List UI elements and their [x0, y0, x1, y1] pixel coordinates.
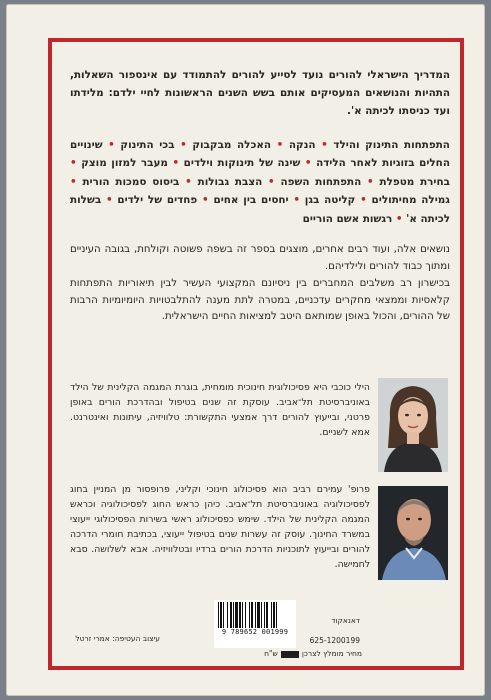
paragraph-2: נושאים אלה, ועוד רבים אחרים, מוצגים בספר זה בשפה פשוטה וקולחת, בגובה העיניים ומתוך כבוד להורים ולילדיהם.: [70, 244, 450, 272]
barcode-bar: [273, 602, 275, 628]
topic-separator: •: [392, 212, 407, 225]
topic-item: שינה של תינוקות וילדים: [183, 157, 301, 170]
topic-item: שינויים החלים בזוגיות לאחר הלידה: [70, 139, 450, 170]
topic-item: מעבר למזון מוצק: [81, 157, 168, 170]
topic-separator: •: [179, 175, 198, 188]
topic-item: הנקה: [288, 139, 316, 151]
barcode-bar: [276, 602, 277, 628]
topic-item: ביסוס סמכות הורית: [82, 175, 180, 188]
barcode-bar: [271, 602, 272, 628]
topic-separator: •: [300, 157, 317, 170]
cover-designer-credit: עיצוב העטיפה: אמרי זרטל: [75, 634, 160, 643]
barcode-bar: [233, 602, 234, 628]
barcode-bar: [266, 602, 268, 628]
topic-separator: •: [288, 194, 305, 207]
barcode-digits: 9 789652 001999: [221, 628, 289, 636]
topic-item: קליטה בגן: [304, 194, 356, 207]
barcode-bar: [245, 602, 246, 628]
intro-paragraph: המדריך הישראלי להורים נועד לסייע להורים להתמודד עם אינספור השאלות, התהיות והנושאים המעסיקים אותם בשש השנים הראשונות לחיי ילדם: מלידתו ועד כניסתו לכיתה א'.: [70, 69, 450, 117]
barcode-bar: [227, 602, 228, 628]
topic-separator: •: [315, 139, 334, 151]
topic-item: גמילה מחיתולים: [371, 194, 450, 207]
topic-item: יחסים בין אחים: [213, 194, 289, 207]
topic-item: בכי התינוק: [120, 139, 175, 151]
topics-list: [70, 136, 450, 228]
barcode-bar: [235, 602, 238, 628]
price-label: מחיר מומלץ לצרכן: [301, 649, 362, 658]
topic-separator: •: [262, 175, 281, 188]
barcode-bar: [218, 602, 219, 628]
barcode-bar: [264, 602, 265, 628]
barcode-bar: [255, 602, 256, 628]
topic-separator: •: [70, 157, 82, 170]
author-bio-hili: הילי כוכבי היא פסיכולוגית חינוכית מומחית, בוגרת המגמה הקלינית של הילד באוניברסיטת תל־אביב. עוסקת זה שנים בטיפול ובהדרכת הורים באופן פרטני, ובייעוץ להורים דרך אמצעי התקשורת: טלוויזיה, עיתונות ואינטרנט. אמא לשניים.: [70, 382, 370, 438]
topic-separator: •: [174, 139, 193, 151]
barcode-bar: [251, 602, 253, 628]
barcode-bar: [261, 602, 262, 628]
barcode-bar: [239, 602, 241, 628]
topic-separator: •: [355, 194, 372, 207]
barcode-bar: [242, 602, 243, 628]
barcode-bar: [220, 602, 222, 628]
topic-item: הצבת גבולות: [197, 175, 263, 188]
catalog-number: 625-1200199: [309, 636, 360, 645]
topic-separator: •: [271, 139, 289, 151]
publisher-code: דאנאקוד: [331, 616, 360, 625]
topic-separator: •: [197, 194, 214, 207]
topic-separator: •: [70, 175, 83, 188]
barcode-bar: [249, 602, 250, 628]
topic-item: התפתחות השפה: [280, 175, 362, 188]
price-redacted-box: [281, 651, 299, 658]
author-photo-amiram: [378, 486, 448, 580]
topic-separator: •: [167, 157, 184, 170]
author-bio-amiram: פרופ' עמירם רביב הוא פסיכולוג חינוכי וקליני, פרופסור מן המניין בחוג לפסיכולוגיה באוניברסיטת תל־אביב. כיהן כראש החוג לפסיכולוגיה וכראש המגמה הקלינית של הילד. שימש כפסיכולוג ראשי בשירות הפסיכולוגי ייעוצי במשרד החינוך. עוסק זה עשרות שנים בטיפול ייעוצי, בכתיבת חומרי הדרכה להורים ובייעוץ לתוכניות הדרכת הורים ברדיו ובטלוויזיה. אבא לשלושה. סבא לחמישה.: [70, 484, 370, 570]
price-currency: ש"ח: [264, 649, 278, 658]
topic-item: בחירת מטפלת: [379, 175, 450, 188]
paragraph-3: בכישרון רב משלבים המחברים בין ניסיונם המקצועי העשיר לבין תיאוריות התפתחות קלאסיות וממצאי מחקרים עדכניים, במטרה לתת מענה להתלבטויות היומיומיות הרבות של ההורים, והכול באופן שמותאם היטב למציאות החיים הישראלית.: [70, 278, 450, 322]
barcode-bar: [230, 602, 232, 628]
topic-item: רגשות אשם הוריים: [302, 212, 393, 225]
barcode-bar: [257, 602, 260, 628]
topic-item: האכלה מבקבוק: [192, 139, 272, 151]
book-back-cover: [6, 4, 485, 696]
topic-item: התפתחות התינוק והילד: [333, 139, 450, 151]
recommended-price: [216, 649, 362, 658]
topic-item: בשלות לכיתה א': [70, 194, 450, 225]
topic-separator: •: [361, 175, 380, 188]
barcode-bar: [223, 602, 224, 628]
topic-separator: •: [101, 194, 118, 207]
topic-separator: •: [102, 139, 121, 151]
barcode-bars: [218, 602, 292, 628]
author-photo-hili: [378, 378, 448, 472]
topic-item: פחדים של ילדים: [117, 194, 198, 207]
